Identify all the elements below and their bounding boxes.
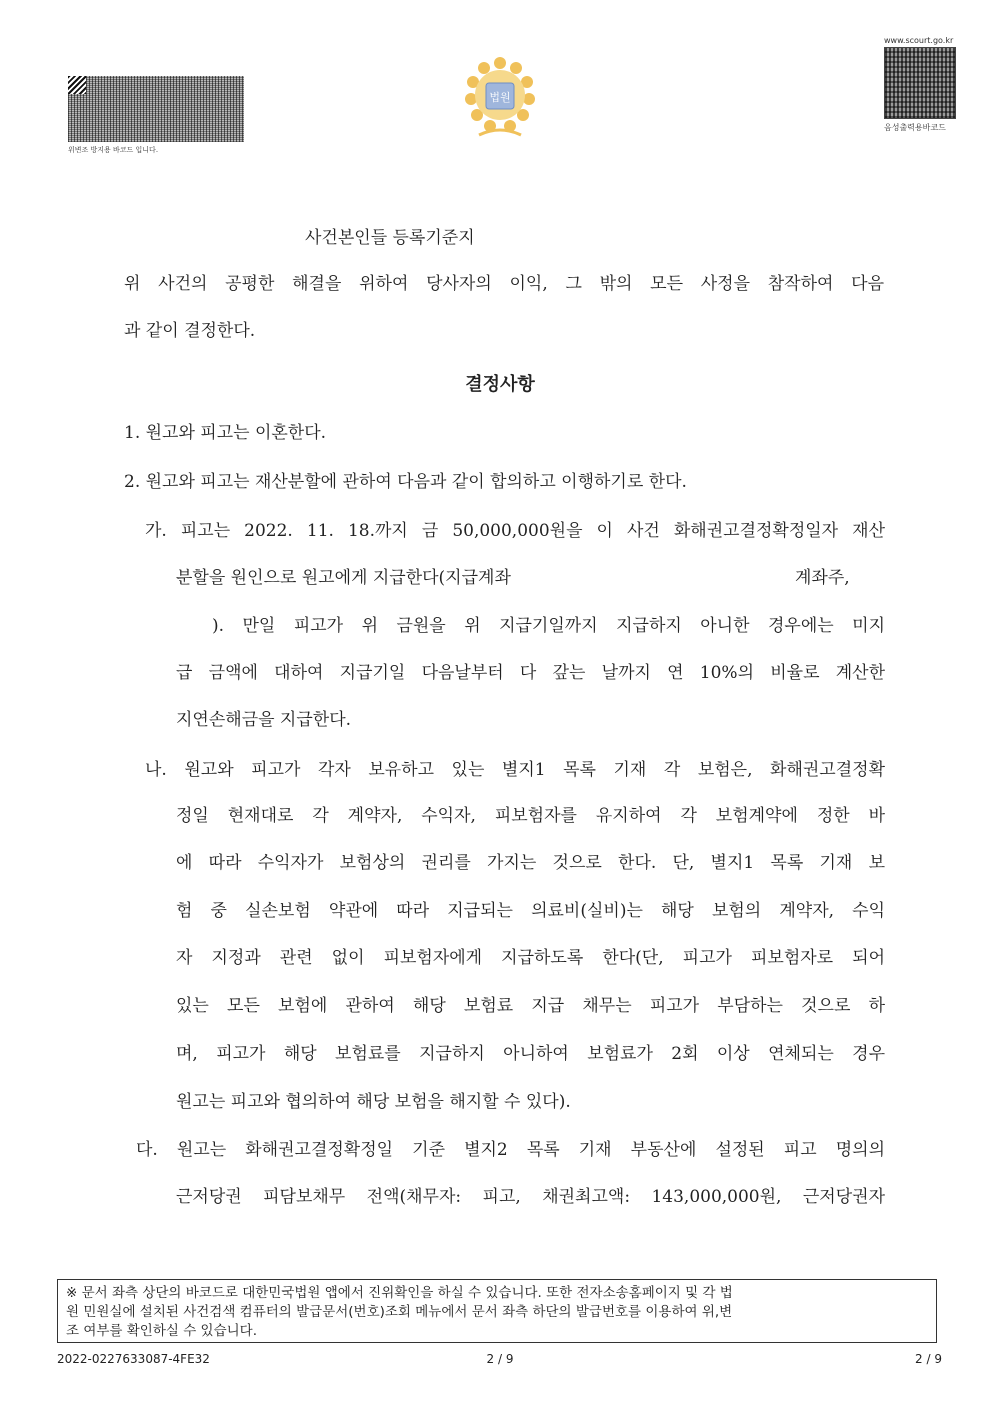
voice-output-qr-code xyxy=(884,47,956,119)
clause-na-line-1: 나. 원고와 피고가 각자 보유하고 있는 별지1 목록 기재 각 보험은, 화해권고결정확 xyxy=(145,760,885,780)
clause-ga-line-5: 지연손해금을 지급한다. xyxy=(176,710,352,730)
page-number-right: 2 / 9 xyxy=(915,1352,942,1366)
intro-line-1: 위 사건의 공평한 해결을 위하여 당사자의 이익, 그 밖의 모든 사정을 참작하여 다음 xyxy=(124,274,884,294)
barcode-caption: 위변조 방지용 바코드 입니다. xyxy=(68,146,159,154)
clause-na-line-2: 정일 현재대로 각 계약자, 수익자, 피보험자를 유지하여 각 보험계약에 정한 바 xyxy=(176,806,885,826)
qr-caption: 음성출력용바코드 xyxy=(884,123,946,132)
clause-na-line-8: 원고는 피고와 협의하여 해당 보험을 해지할 수 있다). xyxy=(176,1092,571,1112)
verification-notice xyxy=(57,1279,937,1343)
decision-item-2: 2. 원고와 피고는 재산분할에 관하여 다음과 같이 합의하고 이행하기로 한다. xyxy=(124,472,687,492)
decision-item-1: 1. 원고와 피고는 이혼한다. xyxy=(124,423,327,443)
clause-na-line-5: 자 지정과 관련 없이 피보험자에게 지급하도록 한다(단, 피고가 피보험자로 되어 xyxy=(176,948,885,968)
barcode-corner-mark xyxy=(68,76,86,94)
page-number-center: 2 / 9 xyxy=(486,1352,514,1366)
issue-number: 2022-0227633087-4FE32 xyxy=(57,1352,210,1366)
clause-ga-line-2b: 계좌주, xyxy=(795,568,850,588)
clause-ga-line-1: 가. 피고는 2022. 11. 18.까지 금 50,000,000원을 이 사건 화해권고결정확정일자 재산 xyxy=(145,521,885,541)
clause-ga-line-2a: 분할을 원인으로 원고에게 지급한다(지급계좌 xyxy=(176,568,511,588)
decision-heading: 결정사항 xyxy=(465,374,535,395)
clause-na-line-7: 며, 피고가 해당 보험료를 지급하지 아니하여 보험료가 2회 이상 연체되는 경우 xyxy=(176,1044,885,1064)
clause-ga-line-4: 급 금액에 대하여 지급기일 다음날부터 다 갚는 날까지 연 10%의 비율로 계산한 xyxy=(176,663,885,683)
clause-na-line-6: 있는 모든 보험에 관하여 해당 보험료 지급 채무는 피고가 부담하는 것으로 하 xyxy=(176,996,885,1016)
notice-line-3: 조 여부를 확인하실 수 있습니다. xyxy=(66,1323,257,1339)
clause-na-line-4: 험 중 실손보험 약관에 따라 지급되는 의료비(실비)는 해당 보험의 계약자, 수익 xyxy=(176,901,885,921)
verification-barcode xyxy=(68,76,244,142)
site-url: www.scourt.go.kr xyxy=(884,36,954,45)
parties-line: 사건본인들 등록기준지 xyxy=(305,228,475,248)
clause-da-line-1: 다. 원고는 화해권고결정확정일 기준 별지2 목록 기재 부동산에 설정된 피고 명의의 xyxy=(136,1140,885,1160)
clause-da-line-2: 근저당권 피담보채무 전액(채무자: 피고, 채권최고액: 143,000,000원, 근저당권자 xyxy=(176,1187,885,1207)
court-emblem-icon xyxy=(463,55,537,143)
emblem-label: 법원 xyxy=(489,91,511,104)
notice-line-1: ※ 문서 좌측 상단의 바코드로 대한민국법원 앱에서 진위확인을 하실 수 있습니다. 또한 전자소송홈페이지 및 각 법 xyxy=(66,1285,733,1301)
intro-line-2: 과 같이 결정한다. xyxy=(124,321,256,341)
notice-line-2: 원 민원실에 설치된 사건검색 컴퓨터의 발급문서(번호)조회 메뉴에서 문서 좌측 하단의 발급번호를 이용하여 위,변 xyxy=(66,1304,733,1320)
clause-na-line-3: 에 따라 수익자가 보험상의 권리를 가지는 것으로 한다. 단, 별지1 목록 기재 보 xyxy=(176,853,885,873)
clause-ga-line-3: ). 만일 피고가 위 금원을 위 지급기일까지 지급하지 아니한 경우에는 미지 xyxy=(212,616,885,636)
